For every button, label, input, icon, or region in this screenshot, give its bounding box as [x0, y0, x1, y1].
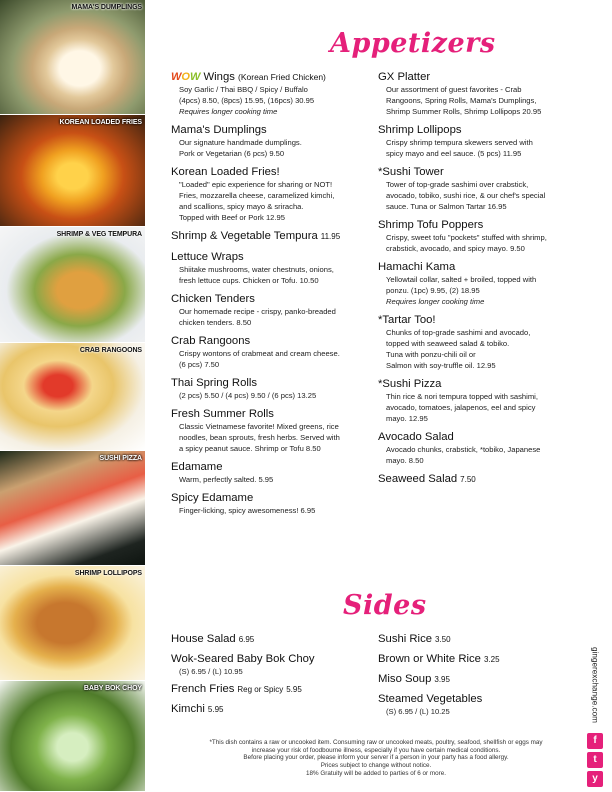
item-description: Rangoons, Spring Rolls, Mama's Dumplings, — [386, 96, 537, 105]
item-description: Our signature handmade dumplings. — [179, 138, 302, 147]
side-kimchi — [171, 702, 371, 717]
item-price: 3.25 — [483, 655, 500, 664]
item-price: (4pcs) 8.50, (8pcs) 15.95, (16pcs) 30.95 — [179, 96, 315, 105]
disclaimer-line: increase your risk of foodbourne illness, especially if you have certain medical conditions. — [251, 746, 501, 754]
item-name: Thai Spring Rolls — [171, 377, 258, 389]
item-description: Chunks of top-grade sashimi and avocado, — [386, 328, 531, 337]
item-description: Our assortment of guest favorites - Crab — [386, 85, 522, 94]
item-description: Our homemade recipe - crispy, panko-breaded — [179, 307, 336, 316]
menu-item-sushi-pizza — [378, 377, 583, 424]
item-name: Spicy Edamame — [171, 492, 254, 504]
side-bok-choy: Wok-Seared Baby Bok Choy — [171, 653, 315, 665]
item-name: Kimchi — [171, 703, 205, 715]
item-description: Crispy wontons of crabmeat and cream cheese. — [179, 349, 340, 358]
website-text: gingerexchange.com — [590, 646, 600, 724]
menu-item-spicy-edamame — [171, 491, 371, 516]
item-description: noodles, bean sprouts, fresh herbs. Served with — [179, 433, 340, 442]
item-name: Mama's Dumplings — [171, 124, 267, 136]
item-price: 3.95 — [434, 675, 450, 684]
sides-left-column — [171, 632, 371, 722]
appetizers-heading: Appetizers — [330, 28, 496, 59]
item-name: Shrimp Lollipops — [378, 124, 462, 136]
item-price: 3.50 — [435, 635, 451, 644]
item-description: Soy Garlic / Thai BBQ / Spicy / Buffalo — [179, 85, 308, 94]
item-description: Crispy, sweet tofu "pockets" stuffed with shrimp, — [386, 233, 547, 242]
item-description: spicy mayo and eel sauce. (5 pcs) 11.95 — [386, 149, 522, 158]
item-description: mayo. 12.95 — [386, 414, 428, 423]
disclaimer-line: *This dish contains a raw or uncooked item. Consuming raw or uncooked meats, poultry, seafood, shellfish or eggs may — [209, 739, 543, 746]
item-name: Shrimp & Vegetable Tempura — [171, 230, 318, 242]
item-subtitle: (Korean Fried Chicken) — [238, 72, 326, 82]
menu-item-chicken-tenders — [171, 292, 371, 328]
yelp-icon[interactable]: y — [587, 771, 603, 787]
item-description: mayo. 8.50 — [386, 456, 424, 465]
item-name: *Sushi Pizza — [378, 378, 442, 390]
item-name: Shrimp Tofu Poppers — [378, 219, 484, 231]
item-description: chicken tenders. 8.50 — [179, 318, 252, 327]
side-sushi-rice — [378, 632, 583, 647]
menu-item-avocado-salad — [378, 430, 583, 466]
menu-item-loaded-fries — [171, 165, 371, 223]
menu-item-shrimp-lollipops — [378, 123, 583, 159]
item-description: Yellowtail collar, salted + broiled, topped with — [386, 275, 537, 284]
item-name: Edamame — [171, 461, 223, 473]
item-name: Chicken Tenders — [171, 293, 255, 305]
item-description: Topped with Beef or Pork 12.95 — [179, 213, 285, 222]
item-description: crabstick, avocado, and spicy mayo. 9.50 — [386, 244, 525, 253]
menu-item-tofu-poppers — [378, 218, 583, 254]
photo-caption: SHRIMP LOLLIPOPS — [74, 570, 142, 577]
menu-item-seaweed-salad — [378, 472, 583, 487]
side-french-fries — [171, 682, 371, 697]
menu-item-spring-rolls — [171, 376, 371, 401]
item-note: Requires longer cooking time — [386, 297, 485, 306]
item-name: French Fries — [171, 683, 235, 695]
disclaimer-line: Prices subject to change without notice. — [320, 762, 432, 770]
photo-caption: CRAB RANGOONS — [79, 347, 142, 354]
item-description: topped with seaweed salad & tobiko. — [386, 339, 510, 348]
side-house-salad — [171, 632, 371, 647]
item-description: Shiitake mushrooms, water chestnuts, onions, — [179, 265, 334, 274]
menu-item-wings — [171, 70, 371, 117]
side-brown-white-rice — [378, 652, 583, 667]
item-name: Wings — [203, 71, 235, 83]
item-name: Brown or White Rice — [378, 653, 481, 665]
website-link[interactable] — [588, 640, 602, 730]
side-miso-soup — [378, 672, 583, 687]
disclaimer-line: Before placing your order, please inform your server if a person in your party has a food allergy. — [243, 754, 509, 762]
appetizers-left-column — [171, 70, 371, 522]
item-description: Crispy shrimp tempura skewers served with — [386, 138, 533, 147]
photo-caption: SHRIMP & VEG TEMPURA — [56, 231, 142, 238]
item-name: Miso Soup — [378, 673, 432, 685]
item-description: Avocado chunks, crabstick, *tobiko, Japanese — [386, 445, 541, 454]
item-description: Shrimp Summer Rolls, Shrimp Lollipops 20.95 — [386, 107, 542, 116]
item-description: Tuna with ponzu-chili oil or — [386, 350, 476, 359]
item-description: and scallions, spicy mayo & sriracha. — [179, 202, 304, 211]
allergy-disclaimer — [170, 739, 582, 778]
photo-shrimp-lollipops — [0, 566, 145, 681]
item-description: Salmon with soy-truffle oil. 12.95 — [386, 361, 496, 370]
item-name: Lettuce Wraps — [171, 251, 244, 263]
item-options: Reg or Spicy — [237, 685, 284, 694]
item-description: sauce. Tuna or Salmon Tartar 16.95 — [386, 202, 507, 211]
disclaimer-line: 18% Gratuity will be added to parties of 6 or more. — [305, 769, 446, 777]
item-description: Warm, perfectly salted. 5.95 — [179, 475, 274, 484]
menu-item-edamame — [171, 460, 371, 485]
item-description: Classic Vietnamese favorite! Mixed greens, rice — [179, 422, 339, 431]
item-name: Crab Rangoons — [171, 335, 251, 347]
item-description: (2 pcs) 5.50 / (4 pcs) 9.50 / (6 pcs) 13.25 — [179, 391, 317, 400]
item-description: ponzu. (1pc) 9.95, (2) 18.95 — [386, 286, 480, 295]
sides-right-column — [378, 632, 583, 722]
menu-item-gx-platter — [378, 70, 583, 117]
menu-item-sushi-tower — [378, 165, 583, 212]
item-name: House Salad — [171, 633, 236, 645]
item-price: 7.50 — [460, 475, 476, 484]
photo-caption: SUSHI PIZZA — [99, 455, 142, 462]
photo-strip — [0, 0, 145, 792]
photo-sushi-pizza — [0, 451, 145, 566]
sides-heading: Sides — [343, 590, 427, 621]
item-description: "Loaded" epic experience for sharing or NOT! — [179, 180, 333, 189]
item-price: 6.95 — [238, 635, 255, 644]
appetizers-right-column — [378, 70, 583, 493]
menu-item-lettuce-wraps — [171, 250, 371, 286]
item-description: Pork or Vegetarian (6 pcs) 9.50 — [179, 149, 285, 158]
photo-baby-bok-choy — [0, 681, 145, 792]
menu-item-tempura — [171, 229, 371, 244]
item-name: *Tartar Too! — [378, 314, 436, 326]
twitter-icon[interactable]: t — [587, 752, 603, 768]
item-price: 5.95 — [207, 705, 224, 714]
item-price: (S) 6.95 / (L) 10.25 — [386, 707, 450, 716]
item-name: Hamachi Kama — [378, 261, 456, 273]
item-name: *Sushi Tower — [378, 166, 444, 178]
item-description: Fries, mozzarella cheese, caramelized kimchi, — [179, 191, 335, 200]
wow-badge-icon: WOW — [171, 71, 201, 83]
item-description: avocado, tobiko, sushi rice, & our chef's special — [386, 191, 546, 200]
photo-caption: BABY BOK CHOY — [83, 685, 142, 692]
item-description: avocado, tomatoes, jalapenos, eel and spicy — [386, 403, 536, 412]
menu-item-hamachi-kama — [378, 260, 583, 307]
item-price: 11.95 — [320, 232, 341, 241]
photo-mamas-dumplings — [0, 0, 145, 115]
item-description: Finger-licking, spicy awesomeness! 6.95 — [179, 506, 316, 515]
item-price: (S) 6.95 / (L) 10.95 — [179, 667, 243, 676]
item-note: Requires longer cooking time — [179, 107, 278, 116]
menu-item-crab-rangoons — [171, 334, 371, 370]
item-description: a spicy peanut sauce. Shrimp or Tofu 8.50 — [179, 444, 321, 453]
menu-item-summer-rolls — [171, 407, 371, 454]
item-name: Korean Loaded Fries! — [171, 166, 280, 178]
photo-crab-rangoons — [0, 343, 145, 451]
item-description: Thin rice & nori tempura topped with sashimi, — [386, 392, 538, 401]
item-description: fresh lettuce cups. Chicken or Tofu. 10.50 — [179, 276, 319, 285]
item-price: 5.95 — [286, 685, 302, 694]
photo-korean-loaded-fries — [0, 115, 145, 227]
photo-shrimp-veg-tempura — [0, 227, 145, 343]
facebook-icon[interactable]: f — [587, 733, 603, 749]
side-steamed-vegetables: Steamed Vegetables — [378, 693, 483, 705]
item-description: (6 pcs) 7.50 — [179, 360, 220, 369]
item-name: Fresh Summer Rolls — [171, 408, 274, 420]
item-name: GX Platter — [378, 71, 431, 83]
item-description: Tower of top-grade sashimi over crabstick, — [386, 180, 529, 189]
photo-caption: MAMA'S DUMPLINGS — [71, 4, 142, 11]
item-name: Sushi Rice — [378, 633, 432, 645]
item-name: Avocado Salad — [378, 431, 454, 443]
photo-caption: KOREAN LOADED FRIES — [59, 119, 142, 126]
menu-item-dumplings — [171, 123, 371, 159]
menu-item-tartar-too — [378, 313, 583, 371]
item-name: Seaweed Salad — [378, 473, 458, 485]
